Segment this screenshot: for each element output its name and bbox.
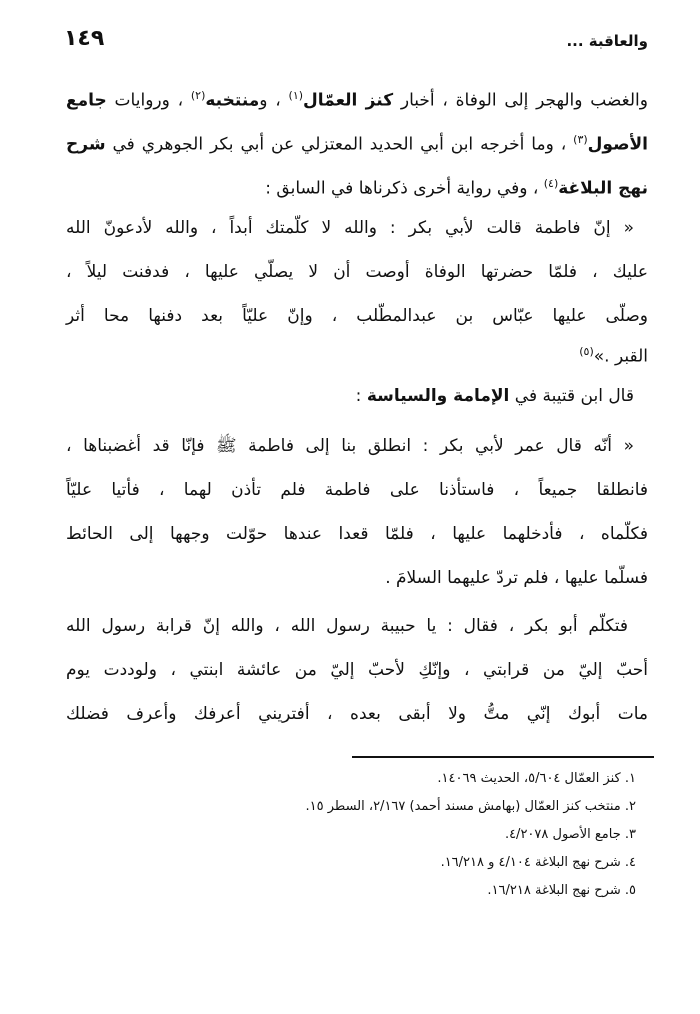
quote-line-2: عليك ، فلمّا حضرتها الوفاة أوصت أن لا يصلّي عليها ، فدفنت ليلاً ، — [66, 262, 648, 282]
quote2-line-4: فسلّما عليها ، فلم تردّ عليهما السلامَ . — [385, 568, 648, 588]
text-line-1: والغضب والهجر إلى الوفاة ، أخبار كنز العمّال$^{(١)}$ ، ومنتخبه$^{(٢)}$ ، وروايات جامع — [66, 89, 648, 111]
footnote-1: ١. كنز العمّال ٥/٦٠٤، الحديث ١٤٠٦٩. — [437, 771, 636, 786]
footnote-4: ٤. شرح نهج البلاغة ٤/١٠٤ و ١٦/٢١٨. — [440, 855, 636, 870]
quote2-line-5: فتكلّم أبو بكر ، فقال : يا حبيبة رسول الله ، والله إنّ قرابة رسول الله — [66, 616, 628, 636]
quote-line-4: القبر .»$^{(٥)}$ — [579, 345, 648, 367]
footnote-3: ٣. جامع الأصول ٤/٢٠٧٨. — [504, 827, 636, 842]
quote2-line-6: أحبّ إليّ من قرابتي ، وإنّكِ لأحبّ إليّ من عائشة ابنتي ، ولوددت يوم — [66, 660, 648, 680]
quote2-line-7: مات أبوك إنّي متُّ ولا أبقى بعده ، أفتريني أعرفك وأعرف فضلك — [66, 704, 648, 724]
section-intro: قال ابن قتيبة في الإمامة والسياسة : — [355, 386, 634, 406]
quote-line-3: وصلّى عليها عبّاس بن عبدالمطّلب ، وإنّ عليّاً بعد دفنها محا أثر — [66, 306, 648, 326]
page-number: ١٤٩ — [64, 26, 105, 51]
text-line-3: نهج البلاغة$^{(٤)}$ ، وفي رواية أخرى ذكرناها في السابق : — [265, 177, 648, 199]
footnote-2: ٢. منتخب كنز العمّال (بهامش مسند أحمد) ٢/١٦٧، السطر ١٥. — [305, 799, 636, 814]
quote2-line-1: « أنّه قال عمر لأبي بكر : انطلق بنا إلى فاطمة ﷺ فإنّا قد أغضبناها ، — [66, 436, 634, 456]
footnote-5: ٥. شرح نهج البلاغة ١٦/٢١٨. — [487, 883, 636, 898]
quote-line-1: « إنّ فاطمة قالت لأبي بكر : والله لا كلّمتك أبداً ، والله لأدعونّ الله — [66, 218, 634, 238]
footnote-divider — [352, 756, 654, 758]
text-line-2: الأصول$^{(٣)}$ ، وما أخرجه ابن أبي الحديد المعتزلي عن أبي بكر الجوهري في شرح — [66, 133, 648, 155]
quote2-line-2: فانطلقا جميعاً ، فاستأذنا على فاطمة فلم تأذن لهما ، فأتيا عليّاً — [66, 480, 648, 500]
quote2-line-3: فكلّماه ، فأدخلهما عليها ، فلمّا قعدا عندها حوّلت وجهها إلى الحائط — [66, 524, 648, 544]
running-header: والعاقبة ... — [566, 32, 648, 50]
